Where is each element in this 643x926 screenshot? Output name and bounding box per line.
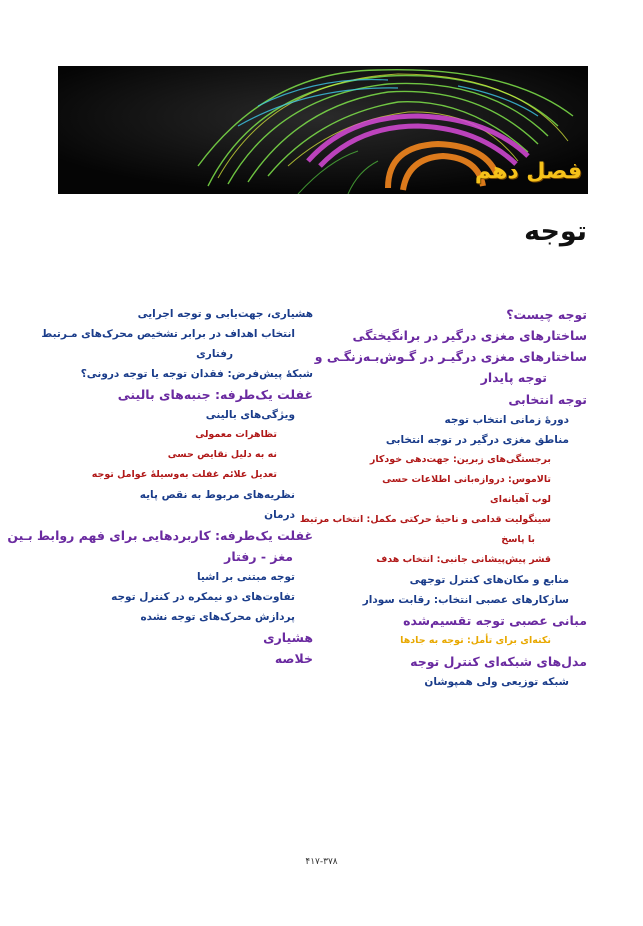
toc-heading[interactable]: مدل‌های شبکه‌ای کنترل توجه [410, 654, 587, 669]
toc-subsubheading[interactable]: تالاموس: دروازه‌بانی اطلاعات حسی [382, 474, 551, 485]
toc-highlight-box[interactable]: نکته‌ای برای تأمل: توجه به جادها [400, 635, 551, 646]
toc-subheading[interactable]: ویژگی‌های بالینی [205, 409, 295, 421]
chapter-label: فصل دهم [474, 159, 582, 184]
toc-subheading[interactable]: مناطق مغزی درگیر در توجه انتخابی [385, 434, 569, 446]
toc-subheading[interactable]: پردازش محرک‌های توجه نشده [140, 611, 295, 623]
toc-subheading[interactable]: نظریه‌های مربوط به نقص پایه [139, 489, 295, 501]
toc-subheading[interactable]: انتخاب اهداف در برابر تشخیص محرک‌های مـرتبط [41, 328, 295, 340]
toc-subsubheading[interactable]: قشر پیش‌پیشانی جانبی: انتخاب هدف [376, 554, 551, 565]
toc-subheading[interactable]: تفاوت‌های دو نیمکره در کنترل توجه [111, 591, 295, 603]
toc-subsubheading[interactable]: تعدیل علائم غفلت به‌وسیلهٔ عوامل توجه [91, 469, 277, 480]
toc-subsubheading[interactable]: لوب آهیانه‌ای [490, 494, 551, 505]
toc-subsubheading[interactable]: سینگولیت قدامی و ناحیهٔ حرکتی مکمل: انتخاب مرتبط [299, 514, 551, 525]
chapter-title: توجه [524, 216, 587, 247]
page-number: ۴۱۷-۳۷۸ [305, 857, 338, 867]
toc-heading[interactable]: مبانی عصبی توجه تقسیم‌شده [403, 613, 587, 628]
toc-subheading[interactable]: توجه مبتنی بر اشیا [196, 571, 295, 583]
toc-subheading[interactable]: درمان [264, 509, 295, 521]
toc-subheading[interactable]: شبکهٔ پیش‌فرض: فقدان توجه یا توجه درونی؟ [80, 368, 313, 380]
toc-heading[interactable]: ساختارهای مغزی درگیر در برانگیختگی [352, 328, 587, 343]
toc-subsubheading[interactable]: برجستگی‌های زبرین: جهت‌دهی خودکار [369, 454, 551, 465]
toc-subheading[interactable]: سازکارهای عصبی انتخاب: رقابت سودار [362, 594, 569, 606]
toc-subheading[interactable]: دورهٔ زمانی انتخاب توجه [444, 414, 569, 426]
chapter-banner [58, 66, 588, 194]
toc-heading[interactable]: خلاصه [274, 651, 313, 666]
toc-heading-continued[interactable]: مغز - رفتار [224, 549, 293, 564]
toc-heading[interactable]: غفلت یک‌طرفه: جنبه‌های بالینی [117, 387, 313, 402]
toc-heading[interactable]: غفلت یک‌طرفه: کاربردهایی برای فهم روابط بـین [7, 528, 313, 543]
toc-subheading[interactable]: شبکه توزیعی ولی همپوشان [424, 676, 569, 688]
toc-heading-continued[interactable]: توجه پایدار [480, 370, 547, 385]
toc-subsubheading-continued[interactable]: با پاسخ [501, 534, 535, 545]
toc-left-column [7, 304, 313, 669]
toc-subsubheading[interactable]: تظاهرات معمولی [195, 429, 277, 440]
toc-subheading-continued[interactable]: رفتاری [196, 348, 233, 360]
toc-heading[interactable]: توجه انتخابی [508, 392, 587, 407]
toc-heading[interactable]: ساختارهای مغزی درگیـر در گـوش‌بـه‌زنگـی و [314, 349, 587, 364]
toc-right-column [287, 304, 587, 692]
toc-subsubheading[interactable]: نه به دلیل نقایص حسی [167, 449, 277, 460]
toc-heading[interactable]: توجه چیست؟ [506, 307, 587, 322]
toc-subheading[interactable]: هشیاری، جهت‌یابی و توجه اجرایی [137, 308, 313, 320]
toc-subheading[interactable]: منابع و مکان‌های کنترل توجهی [409, 574, 569, 586]
toc-heading[interactable]: هشیاری [263, 630, 313, 645]
